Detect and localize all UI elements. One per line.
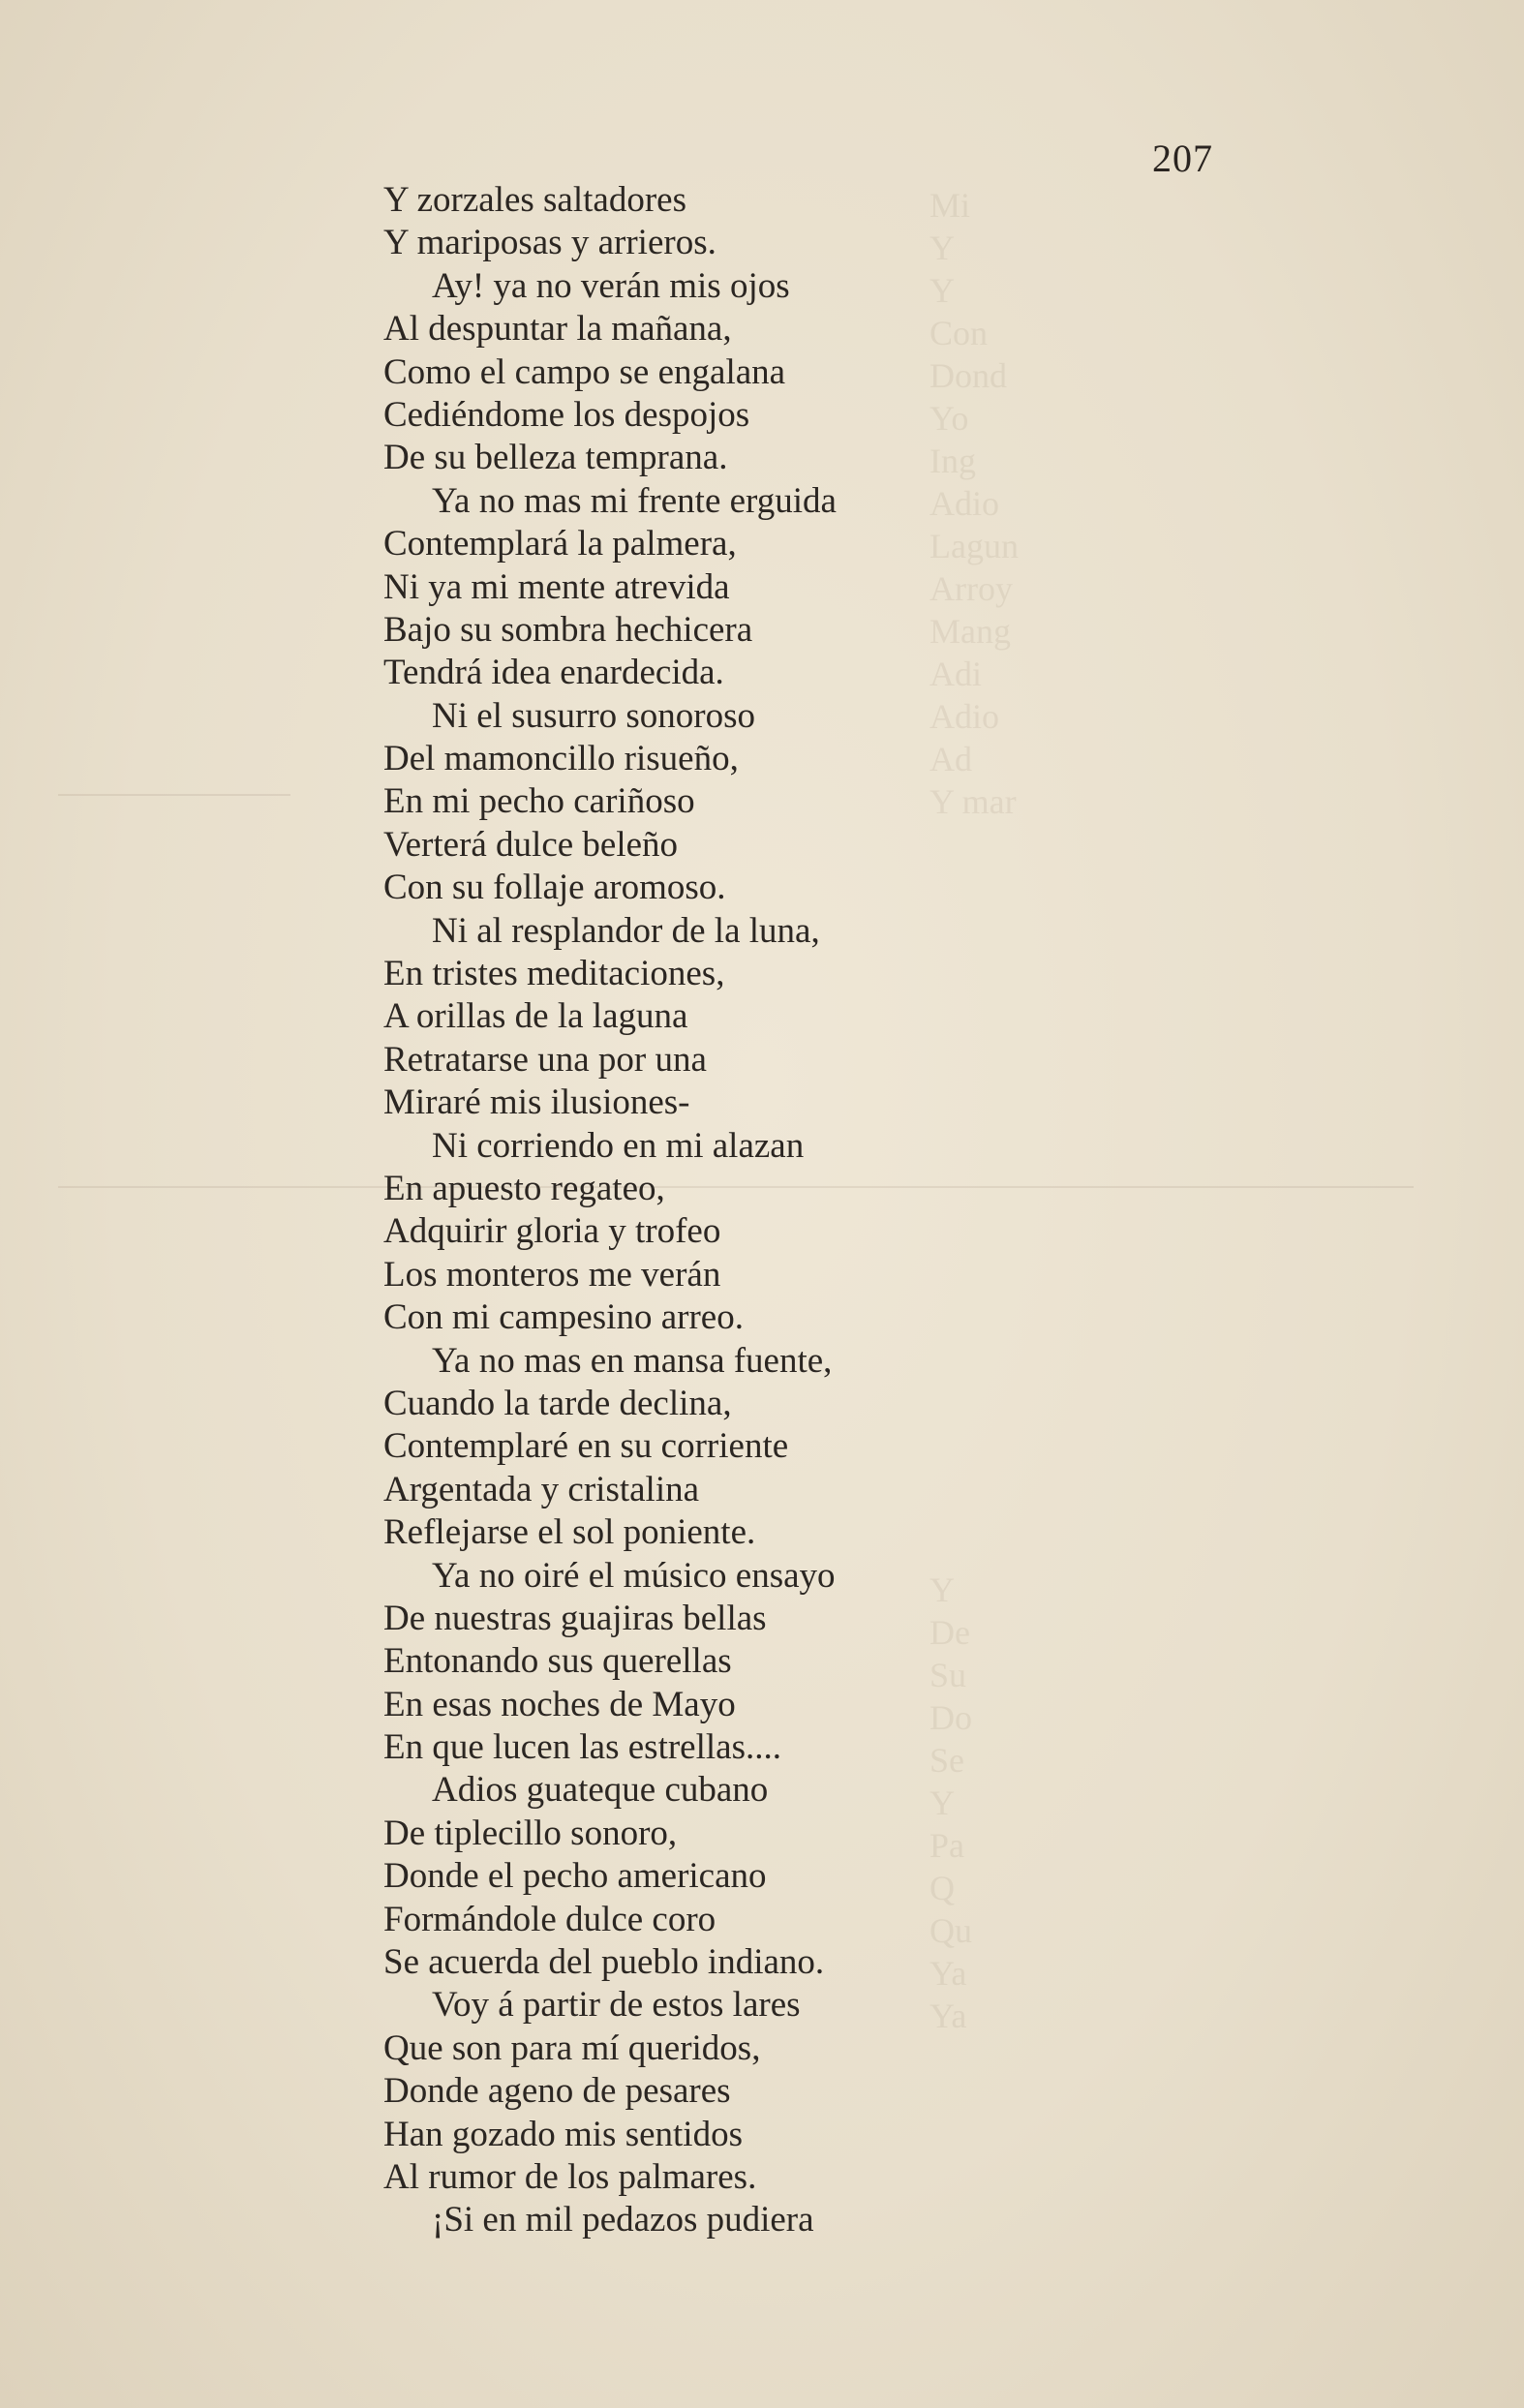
poem-line: A orillas de la laguna xyxy=(383,996,688,1037)
poem-line: Que son para mí queridos, xyxy=(383,2027,761,2068)
poem-line: De nuestras guajiras bellas xyxy=(383,1598,767,1638)
poem-line: Donde el pecho americano xyxy=(383,1856,767,1897)
poem-line: Como el campo se engalana xyxy=(383,351,786,392)
poem-line: Y zorzales saltadores xyxy=(383,180,686,220)
poem-line: Se acuerda del pueblo indiano. xyxy=(383,1942,825,1983)
poem-line: Ay! ya no verán mis ojos xyxy=(432,265,790,306)
poem-line: Al despuntar la mañana, xyxy=(383,309,732,350)
poem-line: Reflejarse el sol poniente. xyxy=(383,1512,756,1553)
poem-line: Del mamoncillo risueño, xyxy=(383,739,739,779)
poem-line: Ya no mas en mansa fuente, xyxy=(432,1340,833,1381)
poem-line: Y mariposas y arrieros. xyxy=(383,223,716,263)
poem-line: Ni al resplandor de la luna, xyxy=(432,910,820,951)
poem-line: Formándole dulce coro xyxy=(383,1899,716,1939)
poem-line: Cuando la tarde declina, xyxy=(383,1383,732,1423)
show-through-text-right: Mi Y Y Con Dond Yo Ing Adio Lagun Arroy Mang Adi Adio Ad Y mar xyxy=(930,186,1019,821)
poem-line: Retratarse una por una xyxy=(383,1039,707,1080)
poem-line: Ni ya mi mente atrevida xyxy=(383,566,730,607)
poem-line: En apuesto regateo, xyxy=(383,1168,665,1208)
poem-line: Al rumor de los palmares. xyxy=(383,2156,757,2197)
poem-line: Adios guateque cubano xyxy=(432,1770,769,1811)
poem-line: Donde ageno de pesares xyxy=(383,2071,731,2112)
poem-line: En tristes meditaciones, xyxy=(383,954,725,994)
poem-line: ¡Si en mil pedazos pudiera xyxy=(432,2200,814,2240)
poem-line: Verterá dulce beleño xyxy=(383,824,679,865)
poem-line: Voy á partir de estos lares xyxy=(432,1985,801,2026)
poem-line: En mi pecho cariñoso xyxy=(383,781,695,822)
poem-line: Los monteros me verán xyxy=(383,1254,721,1295)
poem-line: Contemplará la palmera, xyxy=(383,524,737,564)
poem-line: De su belleza temprana. xyxy=(383,438,728,478)
poem-line: Contemplaré en su corriente xyxy=(383,1426,789,1467)
poem-text xyxy=(383,179,837,2242)
poem-line: Argentada y cristalina xyxy=(383,1469,700,1509)
poem-line: Ni el susurro sonoroso xyxy=(432,695,756,736)
show-through-text-lower: Y De Su Do Se Y Pa Q Qu Ya Ya xyxy=(930,1570,972,2035)
poem-line: Entonando sus querellas xyxy=(383,1641,732,1682)
poem-line: Con mi campesino arreo. xyxy=(383,1297,744,1338)
poem-line: Cediéndome los despojos xyxy=(383,394,750,435)
poem-line: En que lucen las estrellas.... xyxy=(383,1727,781,1768)
show-through-rule-top xyxy=(58,794,290,796)
poem-line: Con su follaje aromoso. xyxy=(383,868,726,908)
page-number: 207 xyxy=(1152,137,1213,180)
poem-line: Ni corriendo en mi alazan xyxy=(432,1125,805,1166)
poem-line: De tiplecillo sonoro, xyxy=(383,1813,678,1853)
poem-line: Tendrá idea enardecida. xyxy=(383,653,724,693)
poem-line: Ya no oiré el músico ensayo xyxy=(432,1555,836,1596)
poem-line: Adquirir gloria y trofeo xyxy=(383,1211,721,1252)
poem-line: Miraré mis ilusiones- xyxy=(383,1082,690,1123)
poem-line: Han gozado mis sentidos xyxy=(383,2114,743,2154)
poem-line: Bajo su sombra hechicera xyxy=(383,609,753,650)
poem-line: En esas noches de Mayo xyxy=(383,1684,736,1724)
poem-line: Ya no mas mi frente erguida xyxy=(432,480,837,521)
